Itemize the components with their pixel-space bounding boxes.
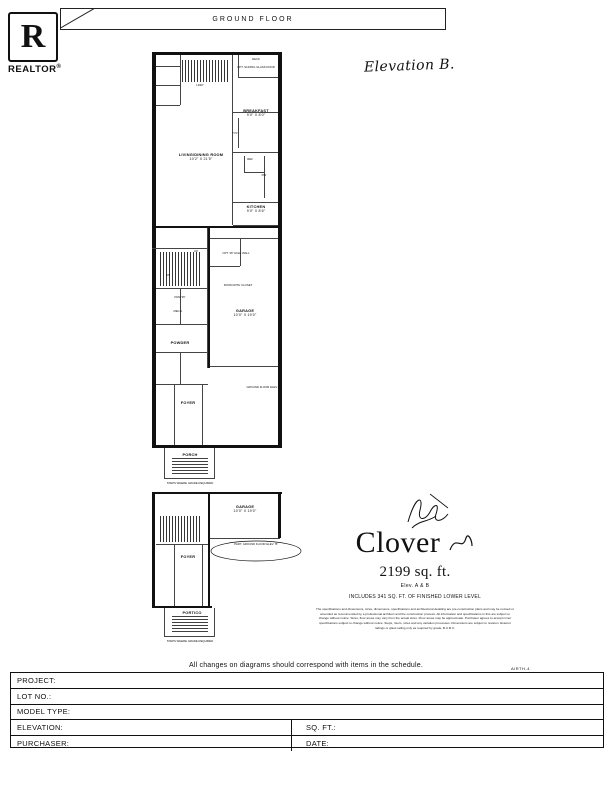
schedule-label-project: PROJECT: [17,675,56,685]
interior-wall-3 [156,105,180,106]
ground-floor-plan-drawing [152,52,312,485]
partial-ground-floor-plan-drawing [152,492,312,643]
interior-wall-4 [156,85,180,86]
interior-wall-9 [180,352,181,384]
note-opt-sliding-door: OPT. SLIDING GLASS DOOR [237,65,275,69]
schedule-label-model-type: MODEL TYPE: [17,707,71,717]
schedule-label-sq-ft: SQ. FT.: [306,723,336,733]
porch-wall-right [214,448,215,478]
partial-wall-left [152,492,155,608]
note-pantry: PANTRY [174,295,186,299]
deck-wall-bottom [238,77,278,78]
drawing-code-reference: AIRTH-4 [511,666,530,671]
interior-wall-1 [180,55,181,105]
banner-slash-decoration [60,8,100,28]
note-typ: TYP. [232,131,238,135]
porch-wall-left [164,448,165,478]
foyer-wall-side-2 [202,384,203,445]
partial-garage-front [210,538,280,539]
realtor-logo [8,12,64,75]
interior-wall-5 [156,66,180,67]
partial-plan-callout-text: PART. GROUND FLOOR ELEV. 'B' [234,542,278,546]
table-row[interactable] [11,720,603,736]
table-row[interactable] [11,705,603,721]
model-includes-note: INCLUDES 341 SQ. FT. OF FINISHED LOWER LEVEL [349,594,481,600]
room-label-breakfast: BREAKFAST 9'0" X 8'0" [243,108,269,118]
stair-run-upper [182,60,230,82]
schedule-label-lot-no: LOT NO.: [17,691,52,701]
note-wic: W.I.C. [187,225,195,229]
exterior-wall-left [152,52,156,448]
note-up: UP [194,249,198,253]
ground-floor-banner-label: GROUND FLOOR [212,15,294,23]
schedule-column-divider [291,720,292,735]
realtor-logo-word: REALTOR® [8,64,62,76]
room-label-kitchen: KITCHEN 9'0" X 8'6" [246,204,266,214]
schedule-label-date: DATE: [306,739,330,749]
kitchen-divider-2 [233,152,278,153]
powder-wall-2 [156,324,208,325]
partial-foyer-wall-2 [202,544,203,606]
partial-room-label-garage: GARAGE 10'0" X 19'0" [233,504,257,514]
porch-steps [172,456,208,474]
interior-wall-6 [152,248,208,249]
interior-bearing-wall-1 [152,226,282,228]
partial-wall-top [152,492,282,494]
note-mech: MECH. [173,309,183,313]
porch-wall-front [164,478,215,479]
room-label-garage: GARAGE 10'0" X 19'0" [233,308,257,318]
garage-wall [208,228,210,368]
schedule-table [10,672,604,748]
partial-interior-wall [156,544,208,545]
laundry-wall [210,238,278,239]
handwritten-scribble [406,492,450,530]
partial-wall-bottom [152,606,212,608]
foyer-wall-top [156,384,208,385]
schedule-label-elevation: ELEVATION: [17,723,64,733]
table-row[interactable] [11,689,603,705]
note-dw: DW [261,173,267,177]
note-ldry: LDRY [196,83,204,87]
note-room-with-closet: ROOM WITH CLOSET [223,283,253,287]
portico-steps [172,614,208,632]
room-label-living-dining: LIVING/DINING ROOM 10'2" X 21'5" [178,152,224,162]
note-steps-where-grade-required: STEPS WHERE GRADE REQUIRED [166,481,214,485]
kitchen-divider-3 [233,202,278,203]
ground-floor-banner [60,8,446,30]
note-deck: DECK [252,57,260,61]
legal-disclaimer: The specifications and dimensions, sizes, dimensions, specifications and architectural detailing are pre-construction plans and may be revised or amended as recommended by a professional architect and the construction process. All information and specifications in this are subject to change without notice. Sizes, floor areas may vary from the actual sizes. Floor areas may be approximate. Purchaser agrees to accept minor specifications subject to change without notice. Steps, risers, sizes and any variation processes. Dimensions are subject to revision. Exterior railings or glass railing only as required by grade, B.C.B.C. [316,607,514,630]
schedule-column-divider-2 [291,736,292,751]
room-label-porch: PORCH [182,452,198,457]
interior-wall-7 [156,288,208,289]
model-name: Clover [300,528,530,558]
footer-note: All changes on diagrams should correspond with items in the schedule. [188,662,424,669]
model-name-flourish [448,532,474,554]
handwritten-elevation-note: Elevation B. [363,56,456,76]
partial-room-label-portico: PORTICO [182,610,202,615]
closet-wall [210,266,240,267]
foyer-wall-side [174,384,175,445]
table-row[interactable] [11,736,603,751]
interior-wall-8 [156,352,208,353]
partial-note-steps: STEPS WHERE GRADE REQUIRED [166,639,214,643]
stair-run-mid [160,252,200,286]
portico-wall-right [214,608,215,636]
portico-wall-left [164,608,165,636]
interior-wall-2 [232,55,233,225]
note-dn: DN [165,273,171,277]
schedule-label-purchaser: PURCHASER: [17,739,70,749]
portico-wall-front [164,636,215,637]
plan-elevation-callout: GROUND FLOOR ELEV. 'B' [246,385,282,389]
model-elevations: Elev. A & B [400,583,430,589]
exterior-wall-bottom [152,445,282,448]
note-ref: REF [247,157,253,161]
room-label-foyer: FOYER [180,400,196,405]
exterior-wall-top [152,52,282,55]
realtor-logo-letter: R [20,18,46,55]
realtor-logo-mark [8,12,58,62]
partial-stair-run [160,516,202,542]
note-opt-36-wall: OPT. 36" HIGH WALL [222,251,250,255]
partial-wall-right [278,492,281,538]
counter-edge-4 [244,172,264,173]
table-row[interactable] [11,673,603,689]
partial-room-label-foyer: FOYER [180,554,196,559]
powder-wall-1 [180,288,181,324]
room-label-powder: POWDER [170,340,190,345]
garage-front-wall [210,366,278,367]
model-square-feet: 2199 sq. ft. [379,564,451,580]
